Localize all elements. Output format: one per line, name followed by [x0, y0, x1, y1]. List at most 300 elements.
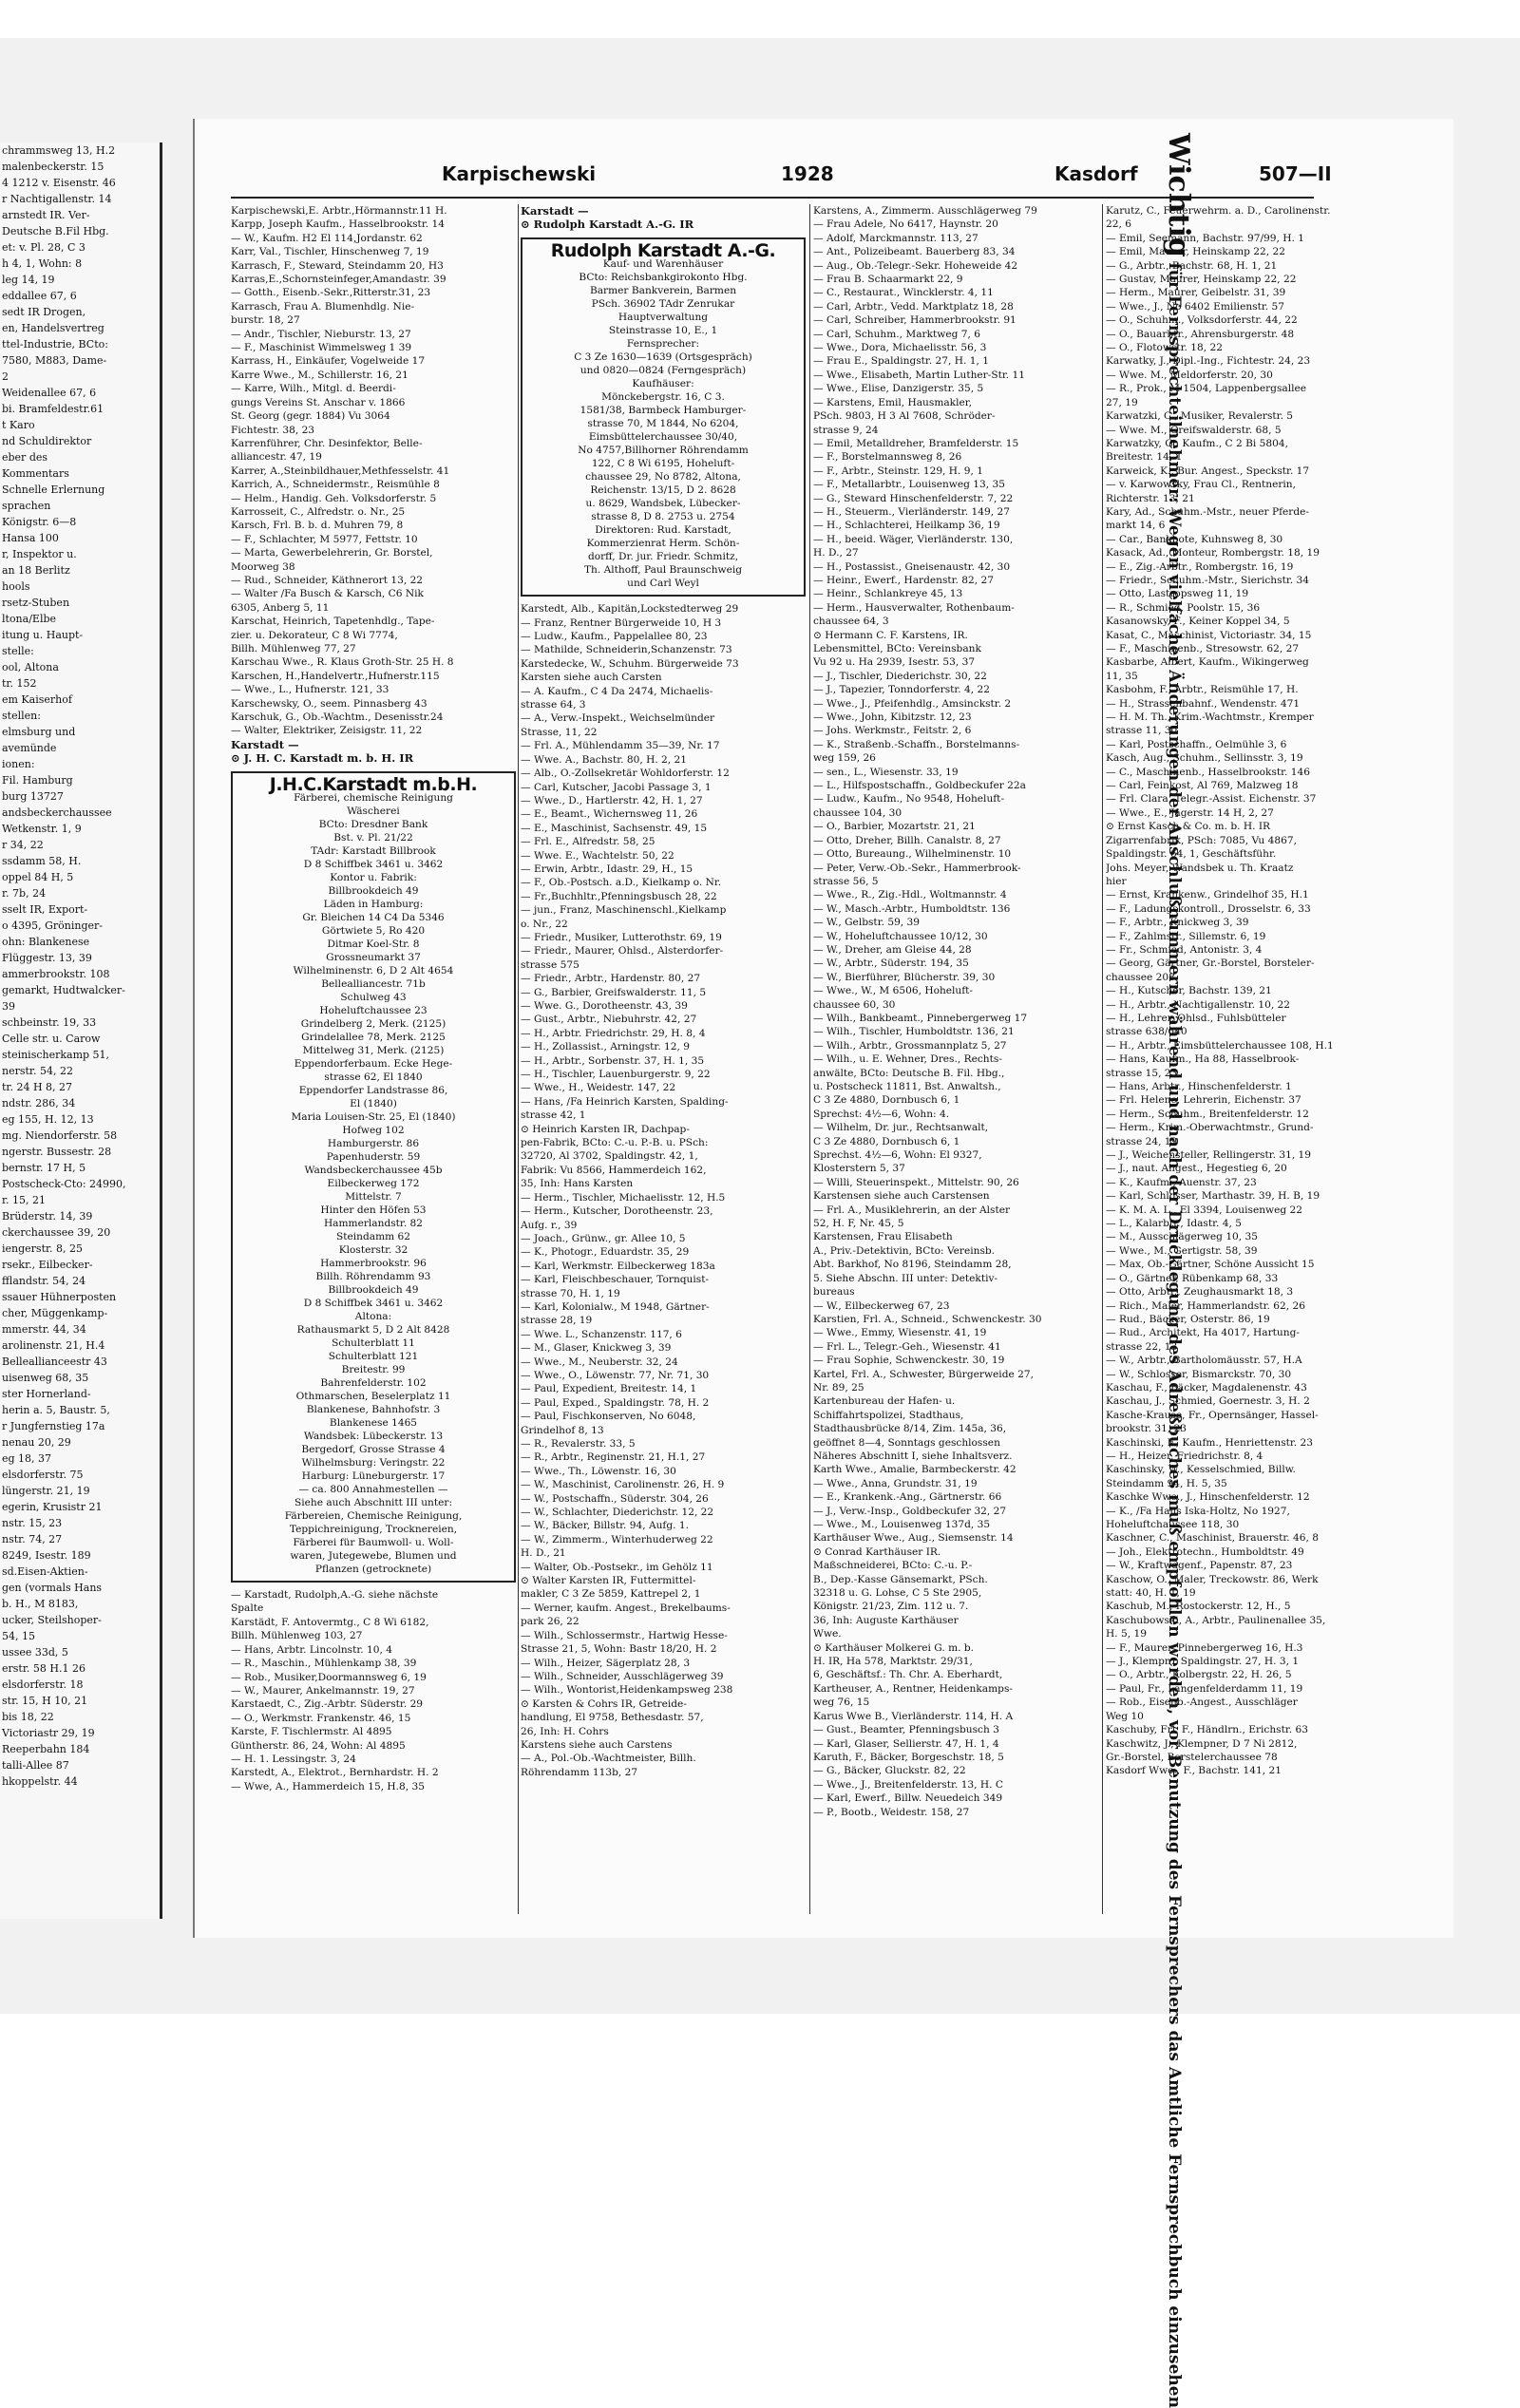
- directory-entry: Moorweg 38: [231, 560, 295, 573]
- ad-line: No 4757,Billhorner Röhrendamm: [578, 445, 749, 457]
- left-page-line: r. 7b, 24: [2, 887, 47, 900]
- directory-entry: — Wilh., Arbtr., Grossmannplatz 5, 27: [813, 1039, 1007, 1052]
- directory-entry: B., Dep.-Kasse Gänsemarkt, PSch.: [813, 1573, 988, 1585]
- ad-line: Eimsbüttelerchaussee 30/40,: [588, 431, 738, 444]
- directory-entry: — v. Karwowsky, Frau Cl., Rentnerin,: [1106, 479, 1296, 491]
- header-left-word: Karpischewski: [442, 162, 597, 185]
- left-page-line: Brüderstr. 14, 39: [2, 1210, 93, 1223]
- left-page-fragment: [0, 142, 162, 1919]
- directory-entry: — Emil, Seemann, Bachstr. 97/99, H. 1: [1106, 232, 1304, 244]
- directory-entry: — Wwe., H., Weidestr. 147, 22: [521, 1082, 676, 1094]
- directory-entry: — Frau Sophie, Schwenckestr. 30, 19: [813, 1355, 1005, 1367]
- directory-entry: — Wwe., Anna, Grundstr. 31, 19: [813, 1477, 978, 1489]
- directory-entry: Kaschuby, Frl. F., Händlrn., Erichstr. 63: [1106, 1724, 1308, 1736]
- directory-entry: — R., Maschin., Mühlenkamp 38, 39: [231, 1658, 417, 1670]
- directory-entry: — H., Arbtr., Eimsbüttelerchaussee 108, H.1: [1106, 1039, 1334, 1052]
- left-page-line: an 18 Berlitz: [2, 564, 70, 577]
- directory-entry: — Carl, Feinkost, Al 769, Malzweg 18: [1106, 780, 1299, 792]
- directory-entry: — Adolf, Marckmannstr. 113, 27: [813, 232, 978, 244]
- directory-entry: Kasack, Ad., Monteur, Rombergstr. 18, 19: [1106, 547, 1320, 559]
- directory-entry: statt: 40, H. 1, 19: [1106, 1587, 1196, 1600]
- directory-entry: — Herm., Maurer, Geibelstr. 31, 39: [1106, 287, 1286, 299]
- left-page-line: Hansa 100: [2, 532, 59, 544]
- directory-entry: — Hans, /Fa Heinrich Karsten, Spalding-: [521, 1095, 729, 1108]
- directory-entry: — H., Steuerm., Vierländerstr. 149, 27: [813, 505, 1010, 518]
- directory-entry: — Wwe., Dora, Michaelisstr. 56, 3: [813, 342, 987, 354]
- directory-entry: — Fr.,Buchhltr.,Pfenningsbusch 28, 22: [521, 890, 717, 902]
- directory-entry: 6305, Anberg 5, 11: [231, 601, 330, 614]
- directory-entry: — Heinr., Ewerf., Hardenstr. 82, 27: [813, 574, 994, 586]
- directory-entry: Stadthausbrücke 8/14, Zim. 145a, 36,: [813, 1423, 1007, 1435]
- directory-entry: Johs. Meyer, Wandsbek u. Th. Kraatz: [1106, 862, 1294, 874]
- directory-entry: — F., Maurer, Pinnebergerweg 16, H.3: [1106, 1641, 1303, 1654]
- directory-entry: — Otto, Arbtr., Zeughausmarkt 18, 3: [1106, 1286, 1294, 1299]
- directory-entry: — Walter, Ob.-Postsekr., im Gehölz 11: [521, 1561, 713, 1573]
- directory-entry: — Wilh., Schlossermstr., Hartwig Hesse-: [521, 1629, 728, 1641]
- directory-entry: ⊙ Ernst Kasch & Co. m. b. H. IR: [1106, 821, 1270, 833]
- left-page-line: sprachen: [2, 500, 51, 512]
- directory-entry: Karstadt —: [231, 737, 299, 751]
- ad-line: und Carl Weyl: [627, 578, 699, 590]
- ad-line: BCto: Reichsbankgirokonto Hbg.: [579, 272, 748, 284]
- directory-entry: gungs Vereins St. Anschar v. 1866: [231, 396, 406, 408]
- directory-entry: C 3 Ze 4880, Dornbusch 6, 1: [813, 1094, 960, 1107]
- directory-entry: — G., Arbtr., Bachstr. 68, H. 1, 21: [1106, 259, 1278, 272]
- directory-entry: — J., Tapezier, Tonndorferstr. 4, 22: [813, 684, 990, 696]
- left-page-line: stelle:: [2, 645, 34, 657]
- column-divider: [1102, 204, 1103, 1914]
- directory-entry: — L., Kalarbtr., Idastr. 4, 5: [1106, 1218, 1242, 1230]
- left-page-line: 7580, M883, Dame-: [2, 354, 107, 367]
- left-page-line: leg 14, 19: [2, 274, 55, 286]
- left-page-line: nstr. 15, 23: [2, 1517, 63, 1529]
- directory-entry: — Marta, Gewerbelehrerin, Gr. Borstel,: [231, 547, 433, 559]
- directory-entry: Kasch, Aug., Schuhm., Sellinsstr. 3, 19: [1106, 752, 1303, 765]
- directory-entry: — E., Maschinist, Sachsenstr. 49, 15: [521, 822, 708, 834]
- directory-entry: — W., Kaufm. H2 El 114,Jordanstr. 62: [231, 232, 423, 244]
- directory-entry: — W., Kraftwagenf., Papenstr. 87, 23: [1106, 1560, 1293, 1572]
- left-page-line: malenbeckerstr. 15: [2, 161, 104, 173]
- directory-entry: — Ernst, Krankenw., Grindelhof 35, H.1: [1106, 889, 1309, 901]
- directory-entry: Karwatzky, G., Kaufm., C 2 Bi 5804,: [1106, 437, 1289, 449]
- ad-line: Gr. Bleichen 14 C4 Da 5346: [302, 912, 445, 924]
- directory-entry: — O., Arbtr., Kolbergstr. 22, H. 26, 5: [1106, 1669, 1292, 1681]
- directory-entry: — W., Eilbeckerweg 67, 23: [813, 1299, 950, 1312]
- directory-entry: — Karl, Glaser, Sellierstr. 47, H. 1, 4: [813, 1737, 999, 1750]
- directory-entry: — Herm., Schuhm., Breitenfelderstr. 12: [1106, 1108, 1309, 1120]
- directory-entry: weg 159, 26: [813, 752, 876, 765]
- directory-entry: markt 14, 6: [1106, 520, 1166, 532]
- side-notice-heading: Wichtig: [1162, 133, 1195, 257]
- ad-line: Färbereien, Chemische Reinigung,: [284, 1510, 463, 1523]
- left-page-line: 8249, Isestr. 189: [2, 1549, 91, 1562]
- left-page-line: Celle str. u. Carow: [2, 1033, 101, 1045]
- ad-line: Hinter den Höfen 53: [320, 1204, 427, 1217]
- left-page-line: ool, Altona: [2, 661, 59, 673]
- directory-entry: Karrenführer, Chr. Desinfektor, Belle-: [231, 437, 423, 449]
- ad-line: Görtwiete 5, Ro 420: [321, 925, 426, 938]
- left-page-line: Weidenallee 67, 6: [2, 387, 97, 399]
- ad-line: Hammerbrookstr. 96: [320, 1258, 427, 1270]
- left-page-line: ammerbrookstr. 108: [2, 968, 110, 980]
- directory-entry: 32318 u. G. Lohse, C 5 Ste 2905,: [813, 1587, 982, 1600]
- directory-entry: Karutz, C., Feuerwehrm. a. D., Carolinenstr.: [1106, 205, 1331, 217]
- ad-line: Altona:: [354, 1311, 392, 1323]
- directory-entry: — Wwe., M., Gertigstr. 58, 39: [1106, 1244, 1258, 1257]
- directory-entry: — Frl. L., Telegr.-Geh., Wiesenstr. 41: [813, 1340, 1001, 1353]
- left-page-line: steinischerkamp 51,: [2, 1049, 110, 1061]
- directory-entry: H. D., 27: [813, 547, 859, 559]
- ad-line: 122, C 8 Wi 6195, Hoheluft-: [591, 458, 735, 470]
- directory-entry: strasse 22, 13: [1106, 1340, 1178, 1353]
- directory-entry: Karth Wwe., Amalie, Barmbeckerstr. 42: [813, 1464, 1016, 1476]
- left-page-line: Deutsche B.Fil Hbg.: [2, 225, 109, 237]
- ad-line: Reichenstr. 13/15, D 2. 8628: [590, 484, 736, 497]
- directory-entry: ⊙ Rudolph Karstadt A.-G. IR: [521, 218, 694, 232]
- directory-entry: — L., Hilfspostschaffn., Goldbeckufer 22a: [813, 780, 1026, 792]
- directory-entry: Karstadt —: [521, 204, 589, 218]
- directory-entry: — H., Arbtr. Friedrichstr. 29, H. 8, 4: [521, 1027, 706, 1039]
- directory-entry: Breitestr. 14, 1: [1106, 451, 1183, 464]
- directory-entry: — Ant., Polizeibeamt. Bauerberg 83, 34: [813, 246, 1016, 258]
- header-year: 1928: [781, 162, 834, 185]
- directory-entry: Karr, Val., Tischler, Hinschenweg 7, 19: [231, 246, 429, 258]
- left-page-line: 4 1212 v. Eisenstr. 46: [2, 177, 116, 189]
- directory-entry: — Herm., Krim.-Oberwachtmstr., Grund-: [1106, 1122, 1314, 1134]
- directory-entry: chaussee 64, 3: [813, 616, 889, 628]
- directory-entry: Kasdorf Wwe., F., Bachstr. 141, 21: [1106, 1765, 1282, 1777]
- left-page-line: r. 15, 21: [2, 1194, 47, 1206]
- directory-entry: — F., Ladungskontroll., Drosselstr. 6, 33: [1106, 902, 1311, 915]
- ad-line: Rathausmarkt 5, D 2 Alt 8428: [296, 1324, 450, 1337]
- directory-entry: — Ludw., Kaufm., Pappelallee 80, 23: [521, 631, 708, 643]
- ad-line: Othmarschen, Beselerplatz 11: [295, 1391, 451, 1403]
- directory-entry: — Friedr., Arbtr., Hardenstr. 80, 27: [521, 973, 701, 985]
- directory-entry: Karschau Wwe., R. Klaus Groth-Str. 25 H. 8: [231, 656, 454, 669]
- directory-entry: — Karl, Fleischbeschauer, Tornquist-: [521, 1274, 710, 1286]
- directory-entry: — Paul, Expedient, Breitestr. 14, 1: [521, 1383, 697, 1395]
- ad-line: C 3 Ze 1630—1639 (Ortsgespräch): [574, 351, 752, 364]
- left-page-line: 54, 15: [2, 1630, 35, 1642]
- directory-entry: — Otto, Bureaung., Wilhelminenstr. 10: [813, 848, 1012, 861]
- column-3: [813, 204, 1098, 1914]
- directory-entry: Karrosseit, C., Alfredstr. o. Nr., 25: [231, 505, 406, 518]
- directory-entry: — F., Borstelmannsweg 8, 26: [813, 451, 962, 464]
- ad-line: strasse 70, M 1844, No 6204,: [587, 418, 739, 430]
- left-page-line: o 4395, Gröninger-: [2, 920, 103, 932]
- directory-entry: Karstädt, F. Antovermtg., C 8 Wi 6182,: [231, 1616, 429, 1628]
- directory-entry: — Frl. A., Musiklehrerin, an der Alster: [813, 1204, 1011, 1216]
- directory-entry: bureaus: [813, 1286, 855, 1299]
- directory-entry: — Wwe., Elise, Danzigerstr. 35, 5: [813, 383, 984, 395]
- directory-entry: — Joh., Elektrotechn., Humboldtstr. 49: [1106, 1545, 1304, 1558]
- directory-entry: — K., /Fa Hans Iska-Holtz, No 1927,: [1106, 1505, 1290, 1517]
- directory-entry: 6, Geschäftsf.: Th. Chr. A. Eberhardt,: [813, 1669, 1003, 1681]
- ad-line: strasse 8, D 8. 2753 u. 2754: [591, 511, 735, 523]
- directory-entry: — Gotth., Eisenb.-Sekr.,Ritterstr.31, 23: [231, 287, 431, 299]
- ad-line: Kommerzienrat Herm. Schön-: [586, 538, 740, 550]
- directory-entry: — Wwe., Emmy, Wiesenstr. 41, 19: [813, 1327, 987, 1339]
- directory-entry: — Rob., Musiker,Doormannsweg 6, 19: [231, 1671, 427, 1683]
- ad-line: Kauf- und Warenhäuser: [602, 258, 724, 271]
- directory-entry: — H., Heizer, Friedrichstr. 8, 4: [1106, 1450, 1264, 1462]
- ad-line: chaussee 29, No 8782, Altona,: [585, 471, 741, 483]
- left-page-line: Belleallianceestr 43: [2, 1356, 107, 1368]
- directory-entry: — Wilh., Tischler, Humboldtstr. 136, 21: [813, 1026, 1015, 1038]
- directory-entry: — O., Bauarbtr., Ahrensburgerstr. 48: [1106, 328, 1295, 340]
- directory-entry: — F., Metallarbtr., Louisenweg 13, 35: [813, 479, 1005, 491]
- ad-line: Kaufhäuser:: [632, 378, 694, 390]
- ad-line: D 8 Schiffbek 3461 u. 3462: [303, 1298, 444, 1310]
- directory-entry: Kaschwitz, J., Klempner, D 7 Ni 2812,: [1106, 1737, 1298, 1750]
- directory-entry: — Rud., Schneider, Käthnerort 13, 22: [231, 574, 424, 586]
- directory-entry: — Carl, Arbtr., Vedd. Marktplatz 18, 28: [813, 300, 1014, 313]
- directory-entry: Kaschau, J., Schmied, Goernestr. 3, H. 2: [1106, 1395, 1310, 1408]
- left-page-line: hools: [2, 580, 30, 593]
- directory-entry: — Wwe., R., Zig.-Hdl., Woltmannstr. 4: [813, 889, 1007, 901]
- directory-entry: — Wwe., O., Löwenstr. 77, Nr. 71, 30: [521, 1369, 710, 1381]
- directory-entry: — Friedr., Schuhm.-Mstr., Sierichstr. 34: [1106, 574, 1309, 586]
- left-page-line: ttel-Industrie, BCto:: [2, 338, 108, 351]
- directory-entry: chaussee 208: [1106, 971, 1175, 983]
- directory-entry: — F., Schlachter, M 5977, Fettstr. 10: [231, 533, 418, 545]
- ad-line: Bergedorf, Grosse Strasse 4: [301, 1444, 446, 1456]
- directory-entry: — W., Maschinist, Carolinenstr. 26, H. 9: [521, 1479, 725, 1491]
- left-page-line: tr. 24 H 8, 27: [2, 1081, 73, 1093]
- left-page-line: ngerstr. Bussestr. 28: [2, 1146, 112, 1158]
- directory-entry: — O., Gärtner, Rübenkamp 68, 33: [1106, 1272, 1279, 1284]
- directory-entry: park 26, 22: [521, 1616, 580, 1628]
- directory-entry: PSch. 9803, H 3 Al 7608, Schröder-: [813, 410, 996, 423]
- directory-entry: — H., Schlachterei, Heilkamp 36, 19: [813, 520, 1000, 532]
- left-page-line: r Nachtigallenstr. 14: [2, 193, 112, 205]
- directory-entry: Aufg. r., 39: [521, 1219, 578, 1231]
- directory-entry: — R., Revalerstr. 33, 5: [521, 1438, 636, 1450]
- left-page-line: uisenweg 68, 35: [2, 1372, 89, 1384]
- directory-entry: Sprechst: 4½—6, Wohn: 4.: [813, 1108, 950, 1120]
- directory-entry: zier. u. Dekorateur, C 8 Wi 7774,: [231, 629, 398, 641]
- directory-entry: — Friedr., Maurer, Ohlsd., Alsterdorfer-: [521, 945, 724, 958]
- ad-line: und 0820—0824 (Ferngespräch): [580, 365, 747, 377]
- directory-entry: Karstedecke, W., Schuhm. Bürgerweide 73: [521, 657, 739, 670]
- directory-entry: — Walter, Elektriker, Zeisigstr. 11, 22: [231, 725, 423, 737]
- directory-entry: — F., Zahlmstr., Sillemstr. 6, 19: [1106, 930, 1266, 942]
- directory-entry: — Carl, Kutscher, Jacobi Passage 3, 1: [521, 781, 712, 793]
- left-page-line: b. H., M 8183,: [2, 1598, 79, 1610]
- directory-entry: — Wwe., Elisabeth, Martin Luther-Str. 11: [813, 369, 1025, 381]
- ad-line: Billh. Röhrendamm 93: [315, 1271, 431, 1283]
- directory-entry: Zigarrenfabrik, PSch: 7085, Vu 4867,: [1106, 834, 1297, 846]
- directory-entry: — Car., Bankbote, Kuhnsweg 8, 30: [1106, 533, 1283, 545]
- directory-entry: Karschat, Heinrich, Tapetenhdlg., Tape-: [231, 616, 435, 628]
- directory-entry: Karrass, H., Einkäufer, Vogelweide 17: [231, 355, 426, 368]
- left-page-line: r Jungfernstieg 17a: [2, 1420, 105, 1432]
- ad-line: Hauptverwaltung: [618, 312, 709, 324]
- ad-line: Steinstrasse 10, E., 1: [608, 325, 718, 337]
- left-page-line: sedt IR Drogen,: [2, 306, 86, 318]
- directory-entry: — W., Masch.-Arbtr., Humboldtstr. 136: [813, 902, 1011, 915]
- directory-entry: — F., Ob.-Postsch. a.D., Kielkamp o. Nr.: [521, 877, 722, 889]
- directory-entry: Spalte: [231, 1602, 264, 1615]
- directory-entry: ⊙ Heinrich Karsten IR, Dachpap-: [521, 1123, 690, 1135]
- directory-entry: — Rud., Bäcker, Osterstr. 86, 19: [1106, 1313, 1270, 1325]
- left-page-line: arolinenstr. 21, H.4: [2, 1339, 105, 1352]
- directory-entry: — Paul, Fischkonserven, No 6048,: [521, 1411, 696, 1423]
- directory-entry: — Carl, Schreiber, Hammerbrookstr. 91: [813, 314, 1016, 327]
- ad-line: Eppendorfer Landstrasse 86,: [298, 1085, 448, 1097]
- directory-entry: Billh. Mühlenweg 103, 27: [231, 1630, 363, 1642]
- left-page-line: ster Hornerland-: [2, 1388, 91, 1400]
- directory-entry: Steindamm 94, H. 5, 35: [1106, 1477, 1227, 1489]
- directory-entry: Karweick, K., Bur. Angest., Speckstr. 17: [1106, 465, 1310, 477]
- directory-entry: — Emil, Maurer, Heinskamp 22, 22: [1106, 246, 1285, 258]
- directory-entry: — Emil, Metalldreher, Bramfelderstr. 15: [813, 437, 1019, 449]
- directory-entry: — H., Strassenbahnf., Wendenstr. 471: [1106, 697, 1301, 710]
- header-right-word: Kasdorf: [1054, 162, 1138, 185]
- directory-entry: — W., Schlachter, Diederichstr. 12, 22: [521, 1507, 714, 1519]
- column-2: [521, 204, 806, 1914]
- directory-entry: Billh. Mühlenweg 77, 27: [231, 643, 356, 654]
- directory-entry: — Karstadt, Rudolph,A.-G. siehe nächste: [231, 1589, 439, 1602]
- directory-entry: 35, Inh: Hans Karsten: [521, 1178, 634, 1190]
- directory-entry: — K., Photogr., Eduardstr. 35, 29: [521, 1246, 690, 1259]
- directory-entry: — Rob., Eisenb.-Angest., Ausschläger: [1106, 1697, 1298, 1709]
- left-page-line: Fil. Hamburg: [2, 774, 73, 787]
- left-page-line: Kommentars: [2, 467, 69, 480]
- side-notice-text: für Fernsprechteilnehmer: Wegen vielfacher Änderungen der Anschlußnummern während und nach der Drucklegung des Adreßbuches muß empfohlen werden, vor Benutzung des Fernsprechers das Amtliche Fernsprechbuch einzusehen: [1165, 262, 1184, 2408]
- ad-line: Hamburgerstr. 86: [327, 1138, 420, 1150]
- left-page-line: itung u. Haupt-: [2, 629, 84, 641]
- ad-line: D 8 Schiffbek 3461 u. 3462: [303, 859, 444, 871]
- directory-entry: — Wwe, A., Hammerdeich 15, H.8, 35: [231, 1780, 425, 1792]
- directory-entry: — Max, Ob.-Gärtner, Schöne Aussicht 15: [1106, 1259, 1315, 1271]
- left-page-line: eddallee 67, 6: [2, 290, 77, 302]
- directory-entry: handlung, El 9758, Bethesdastr. 57,: [521, 1712, 704, 1724]
- directory-entry: 11, 35: [1106, 670, 1138, 682]
- directory-entry: — Herm., Hausverwalter, Rothenbaum-: [813, 601, 1015, 614]
- directory-entry: — Wwe. M., Greifswalderstr. 68, 5: [1106, 424, 1282, 436]
- directory-entry: — F., Arbtr., Knickweg 3, 39: [1106, 917, 1249, 929]
- directory-entry: — Hans, Arbtr., Hinschenfelderstr. 1: [1106, 1081, 1292, 1092]
- ad-line: dorff, Dr. jur. Friedr. Schmitz,: [587, 551, 739, 563]
- left-page-line: egerin, Krusistr 21: [2, 1501, 103, 1513]
- directory-entry: A., Priv.-Detektivin, BCto: Vereinsb.: [813, 1244, 996, 1257]
- directory-entry: — Karstens, Emil, Hausmakler,: [813, 396, 973, 408]
- ad-title: Rudolph Karstadt A.-G.: [550, 239, 776, 261]
- left-page-line: chrammsweg 13, H.2: [2, 144, 116, 157]
- left-page-line: sselt IR, Export-: [2, 903, 88, 916]
- directory-entry: Karsch, Frl. B. b. d. Muhren 79, 8: [231, 520, 404, 532]
- directory-entry: Karras,E.,Schornsteinfeger,Amandastr. 39: [231, 274, 446, 286]
- directory-entry: Strasse 21, 5, Wohn: Bastr 18/20, H. 2: [521, 1643, 717, 1656]
- directory-entry: — Otto, Lastropsweg 11, 19: [1106, 588, 1249, 600]
- left-page-line: ltona/Elbe: [2, 613, 57, 625]
- directory-entry: — Wwe., John, Kibitzstr. 12, 23: [813, 711, 972, 724]
- directory-entry: — W., Bierführer, Blücherstr. 39, 30: [813, 971, 996, 983]
- left-page-line: 2: [2, 370, 9, 383]
- directory-entry: — W., Hoheluftchaussee 10/12, 30: [813, 930, 988, 942]
- ad-line: BCto: Dresdner Bank: [318, 819, 428, 831]
- ad-line: Billbrookdeich 49: [328, 1284, 419, 1297]
- directory-entry: — C., Restaurat., Wincklerstr. 4, 11: [813, 287, 994, 299]
- left-page-line: nerstr. 54, 22: [2, 1065, 73, 1077]
- directory-entry: — J., Tischler, Diederichstr. 30, 22: [813, 670, 987, 682]
- directory-entry: — sen., L., Wiesenstr. 33, 19: [813, 766, 959, 778]
- left-page-line: lüngerstr. 21, 19: [2, 1485, 90, 1497]
- directory-entry: — E., Zig.-Arbtr., Rombergstr. 16, 19: [1106, 560, 1294, 573]
- left-page-line: ionen:: [2, 758, 35, 770]
- ad-line: Hammerlandstr. 82: [323, 1218, 424, 1230]
- directory-entry: Karstensen siehe auch Carstensen: [813, 1190, 990, 1203]
- directory-entry: — Wwe., M., Louisenweg 137d, 35: [813, 1519, 991, 1530]
- ad-line: Eilbeckerweg 172: [327, 1178, 420, 1190]
- directory-entry: Kaschinsky, W., Kesselschmied, Billw.: [1106, 1464, 1296, 1476]
- directory-entry: — J., Verw.-Insp., Goldbeckufer 32, 27: [813, 1505, 1007, 1517]
- ad-line: Blankenese, Bahnhofstr. 3: [306, 1404, 441, 1416]
- ad-line: Schulterblatt 11: [332, 1337, 415, 1350]
- directory-entry: Karthäuser Wwe., Aug., Siemsenstr. 14: [813, 1532, 1014, 1545]
- ad-line: Barmer Bankverein, Barmen: [589, 285, 737, 297]
- left-page-line: ssauer Hühnerposten: [2, 1291, 117, 1303]
- directory-entry: strasse 42, 1: [521, 1109, 586, 1122]
- directory-entry: Kaschubowski, A., Arbtr., Paulinenallee 35,: [1106, 1614, 1326, 1626]
- directory-entry: — Aug., Ob.-Telegr.-Sekr. Hoheweide 42: [813, 259, 1018, 272]
- directory-entry: Weg 10: [1106, 1710, 1144, 1722]
- directory-entry: Kaschau, F., Bäcker, Magdalenenstr. 43: [1106, 1381, 1307, 1394]
- ad-line: Papenhuderstr. 59: [326, 1151, 421, 1164]
- directory-entry: — Ludw., Kaufm., No 9548, Hoheluft-: [813, 793, 1005, 806]
- directory-entry: u. Postscheck 11811, Bst. Anwaltsh.,: [813, 1081, 1001, 1092]
- directory-entry: strasse 56, 5: [813, 875, 879, 887]
- directory-entry: Kasat, C., Maschinist, Victoriastr. 34, 15: [1106, 629, 1312, 641]
- left-page-line: r 34, 22: [2, 839, 44, 851]
- directory-entry: — W., Postschaffn., Süderstr. 304, 26: [521, 1492, 709, 1505]
- directory-entry: Sprechst. 4½—6, Wohn: El 9327,: [813, 1149, 982, 1162]
- left-page-line: sd.Eisen-Aktien-: [2, 1565, 88, 1578]
- ad-line: Mittelstr. 7: [345, 1191, 402, 1204]
- page-header: [195, 162, 1454, 191]
- directory-entry: Karschuk, G., Ob.-Wachtm., Desenisstr.24: [231, 711, 444, 724]
- directory-entry: — F., Maschinist Wimmelsweg 1 39: [231, 342, 412, 354]
- directory-entry: — P., Bootb., Weidestr. 158, 27: [813, 1806, 970, 1818]
- directory-entry: St. Georg (gegr. 1884) Vu 3064: [231, 410, 390, 423]
- ad-line: Wandsbeckerchaussee 45b: [304, 1165, 443, 1177]
- directory-entry: Grindelhof 8, 13: [521, 1424, 604, 1436]
- left-page-line: t Karo: [2, 419, 35, 431]
- karstadt-jhc-advertisement: [231, 771, 516, 1583]
- directory-entry: — Paul, Fr., Langenfelderdamm 11, 19: [1106, 1682, 1303, 1695]
- directory-entry: — M., Ausschlägerweg 10, 35: [1106, 1231, 1259, 1243]
- directory-entry: — H. 1. Lessingstr. 3, 24: [231, 1753, 356, 1765]
- left-page-line: et: v. Pl. 28, C 3: [2, 241, 86, 254]
- directory-entry: brookstr. 31, 23: [1106, 1423, 1188, 1435]
- directory-entry: Abt. Barkhof, No 8196, Steindamm 28,: [813, 1259, 1012, 1271]
- directory-entry: strasse 28, 19: [521, 1315, 593, 1327]
- directory-entry: — O., Flotowstr. 18, 22: [1106, 342, 1223, 354]
- left-page-line: elsdorferstr. 75: [2, 1469, 84, 1481]
- column-divider: [518, 204, 519, 1914]
- directory-entry: — Wilh., Heizer, Sägerplatz 28, 3: [521, 1657, 691, 1669]
- directory-page: [193, 119, 1454, 1938]
- directory-entry: H. D., 21: [521, 1547, 566, 1560]
- directory-entry: — Alb., O.-Zollsekretär Wohldorferstr. 12: [521, 768, 730, 780]
- directory-entry: — Fr., Schmied, Antonistr. 3, 4: [1106, 943, 1263, 956]
- ad-line: Wilhelminenstr. 6, D 2 Alt 4654: [293, 965, 454, 977]
- left-page-line: Postscheck-Cto: 24990,: [2, 1178, 126, 1190]
- ad-line: Billbrookdeich 49: [328, 885, 419, 898]
- rudolph-karstadt-advertisement: [521, 237, 806, 597]
- directory-entry: Richterstr. 13, 21: [1106, 492, 1195, 504]
